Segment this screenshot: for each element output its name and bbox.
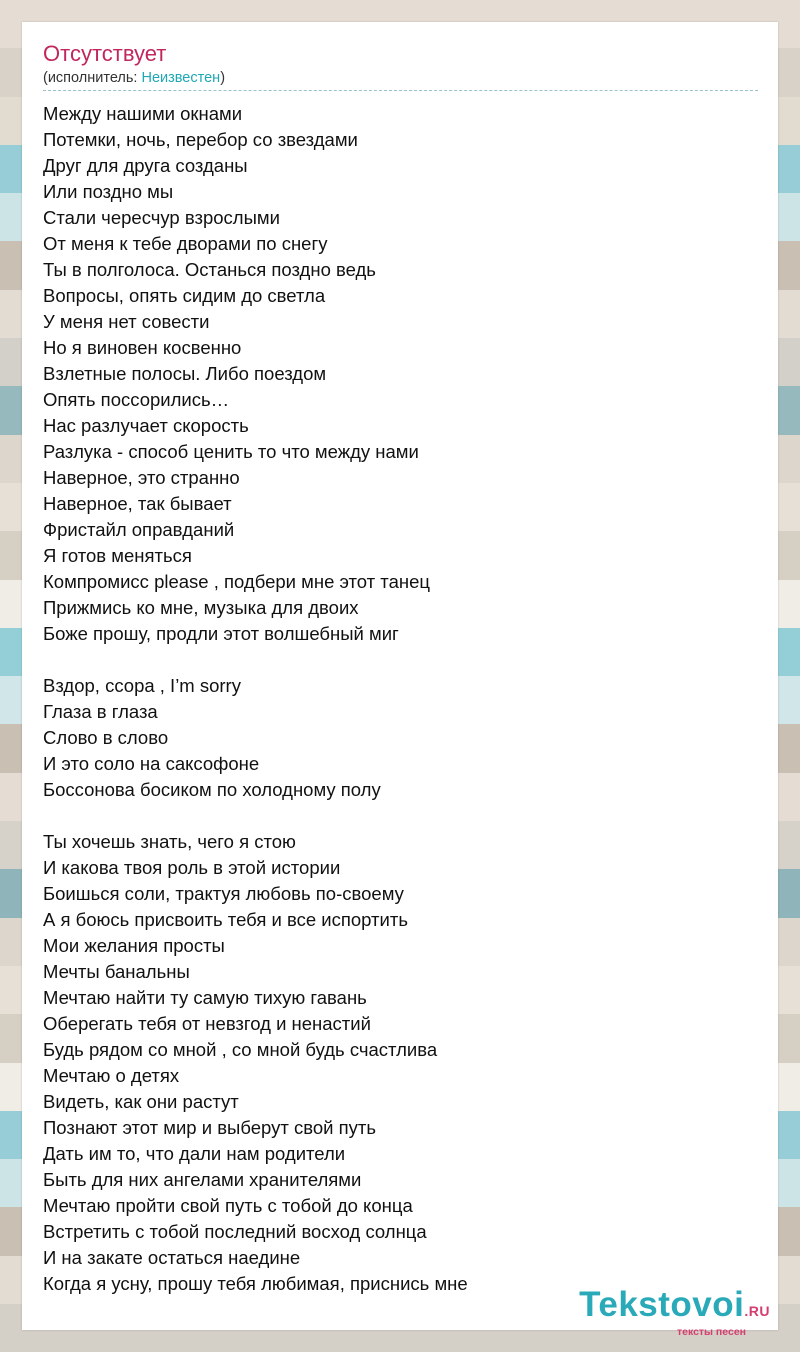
lyric-line: Разлука - способ ценить то что между нами [43, 441, 419, 462]
lyric-line: Быть для них ангелами хранителями [43, 1169, 362, 1190]
lyric-line: Боже прошу, продли этот волшебный миг [43, 623, 399, 644]
lyric-line: Нас разлучает скорость [43, 415, 249, 436]
lyric-line: Ты хочешь знать, чего я стою [43, 831, 296, 852]
lyric-line: Мечты банальны [43, 961, 190, 982]
lyric-line [43, 803, 758, 829]
lyric-line: Стали чересчур взрослыми [43, 207, 280, 228]
artist-line [43, 68, 758, 91]
lyric-line: Вздор, ссора , I’m sorry [43, 675, 241, 696]
lyric-line: Мечтаю о детях [43, 1065, 180, 1086]
site-logo[interactable] [579, 1287, 770, 1338]
lyric-line: Боссонова босиком по холодному полу [43, 779, 381, 800]
lyric-line: Ты в полголоса. Останься поздно ведь [43, 259, 376, 280]
lyric-line: Вопросы, опять сидим до светла [43, 285, 326, 306]
lyrics-text [43, 101, 758, 1297]
lyric-line: Компромисс please , подбери мне этот танец [43, 571, 430, 592]
lyric-line: Слово в слово [43, 727, 169, 748]
lyric-line: Наверное, так бывает [43, 493, 232, 514]
lyric-line: Глаза в глаза [43, 701, 158, 722]
logo-subtitle: тексты песен [676, 1326, 746, 1338]
lyric-line: От меня к тебе дворами по снегу [43, 233, 328, 254]
lyric-line: Я готов меняться [43, 545, 192, 566]
lyric-line: Оберегать тебя от невзгод и ненастий [43, 1013, 371, 1034]
lyric-line: Друг для друга созданы [43, 155, 248, 176]
lyric-line: Взлетные полосы. Либо поездом [43, 363, 327, 384]
artist-suffix: ) [220, 70, 226, 86]
lyric-line: Боишься соли, трактуя любовь по-своему [43, 883, 404, 904]
logo-wordmark: Tekstovoi.RU [579, 1285, 770, 1324]
lyric-line: Когда я усну, прошу тебя любимая, приснись мне [43, 1273, 468, 1294]
lyric-line: Наверное, это странно [43, 467, 240, 488]
lyric-line: У меня нет совести [43, 311, 210, 332]
lyric-line: Познают этот мир и выберут свой путь [43, 1117, 376, 1138]
lyric-line: Встретить с тобой последний восход солнца [43, 1221, 427, 1242]
lyrics-card [22, 22, 778, 1330]
lyric-line: Дать им то, что дали нам родители [43, 1143, 346, 1164]
lyric-line: Между нашими окнами [43, 103, 243, 124]
lyric-line [43, 647, 758, 673]
lyric-line: Или поздно мы [43, 181, 174, 202]
lyric-line: И какова твоя роль в этой истории [43, 857, 341, 878]
lyric-line: И на закате остаться наедине [43, 1247, 301, 1268]
logo-tld: .RU [744, 1303, 770, 1319]
lyric-line: Но я виновен косвенно [43, 337, 242, 358]
lyric-line: А я боюсь присвоить тебя и все испортить [43, 909, 408, 930]
artist-link[interactable]: Неизвестен [141, 70, 221, 86]
lyric-line: Будь рядом со мной , со мной будь счастлива [43, 1039, 438, 1060]
lyric-line: Прижмись ко мне, музыка для двоих [43, 597, 359, 618]
song-title: Отсутствует [43, 41, 167, 66]
lyric-line: Фристайл оправданий [43, 519, 235, 540]
lyric-line: Мечтаю пройти свой путь с тобой до конца [43, 1195, 413, 1216]
lyric-line: Потемки, ночь, перебор со звездами [43, 129, 358, 150]
lyric-line: Мечтаю найти ту самую тихую гавань [43, 987, 367, 1008]
lyric-line: Опять поссорились… [43, 389, 230, 410]
lyric-line: Видеть, как они растут [43, 1091, 239, 1112]
artist-prefix: (исполнитель: [43, 70, 142, 86]
lyric-line: Мои желания просты [43, 935, 225, 956]
lyric-line: И это соло на саксофоне [43, 753, 260, 774]
